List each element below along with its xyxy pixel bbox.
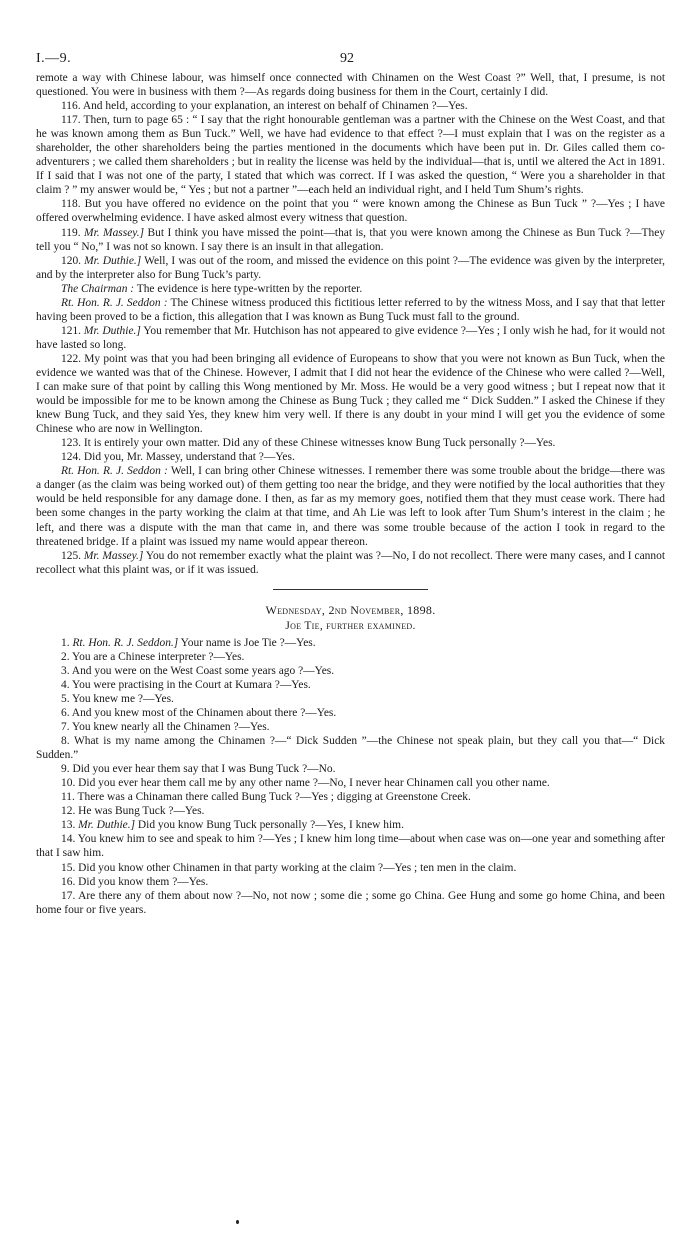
paragraph-text: 16. Did you know them ?—Yes.	[61, 875, 209, 888]
examination-question	[36, 790, 665, 804]
evidence-paragraph	[36, 296, 665, 324]
speaker-name: Rt. Hon. R. J. Seddon.]	[72, 636, 179, 649]
evidence-paragraph	[36, 226, 665, 254]
paragraph-text: 122. My point was that you had been bringing all evidence of Europeans to show that you were not known as Bun Tuck, when the evidence we wanted was that of the Chinese. However, I admit that I did not hear the evidence of the Chinese who were called ?—Well, I can make sure of that point by calling this Wong mentioned by Mr. Moss. He would be a very good witness ; but I repeat now that it would be impossible for me to be known among the Chinese as Bung Tuck ; they called me “ Dick Sudden.” I asked the Chinese if they knew Bung Tuck, and they said Yes, they knew him very well. If there is any doubt in your mind I will get you the evidence of some Chinese who are now in Wellington.	[36, 352, 665, 436]
paragraph-text: remote a way with Chinese labour, was himself once connected with Chinamen on the West Coast ?” Well, that, I presume, is not questioned. You were in business with them ?—As regards doing business for them in the Court, certainly I did.	[36, 72, 665, 99]
evidence-paragraph	[36, 197, 665, 225]
paragraph-text: 14. You knew him to see and speak to him ?—Yes ; I knew him long time—about when case was on—one year and something after that I saw him.	[36, 833, 665, 860]
examination-question	[36, 734, 665, 762]
question-number: 13.	[61, 819, 79, 832]
witness-heading: Joe Tie, further examined.	[285, 619, 416, 632]
speaker-name: Mr. Massey.]	[83, 549, 144, 562]
question-number: 120.	[61, 254, 85, 267]
paragraph-text: But I think you have missed the point—that is, that you were known among the Chinese as Bun Tuck ?—They tell you “ No,” I was not so known. I say there is an insult in that allegation.	[36, 226, 665, 253]
paragraph-text: Well, I was out of the room, and missed the evidence on this point ?—The evidence was given by the interpreter, and by the interpreter also for Bung Tuck’s party.	[36, 254, 666, 281]
paragraph-text: 116. And held, according to your explanation, an interest on behalf of Chinamen ?—Yes.	[61, 100, 468, 113]
evidence-paragraph	[36, 324, 665, 352]
evidence-paragraph	[36, 450, 665, 464]
paragraph-text: 2. You are a Chinese interpreter ?—Yes.	[61, 650, 245, 663]
question-number: 1.	[61, 636, 73, 649]
paragraph-text: 7. You knew nearly all the Chinamen ?—Yes.	[61, 721, 270, 734]
examination-question	[36, 720, 665, 734]
date-heading: Wednesday, 2nd November, 1898.	[265, 602, 436, 617]
paragraph-text: 12. He was Bung Tuck ?—Yes.	[61, 805, 205, 818]
paragraph-text: Your name is Joe Tie ?—Yes.	[178, 636, 316, 649]
evidence-paragraph	[36, 282, 665, 296]
speaker-name: Mr. Duthie.]	[78, 819, 136, 832]
evidence-paragraph	[36, 254, 665, 282]
examination-question	[36, 875, 665, 889]
evidence-section-2	[36, 636, 665, 917]
paragraph-text: You remember that Mr. Hutchison has not appeared to give evidence ?—Yes ; I only wish he had, for it would not have lasted so long.	[36, 324, 666, 351]
paragraph-text: 11. There was a Chinaman there called Bung Tuck ?—Yes ; digging at Greenstone Creek.	[61, 791, 471, 804]
paragraph-text: 118. But you have offered no evidence on the point that you “ were known among the Chinese as Bun Tuck ” ?—Yes ; I have offered overwhelming evidence. I have asked almost every witness that question.	[36, 198, 665, 225]
paragraph-text: 123. It is entirely your own matter. Did any of these Chinese witnesses know Bung Tuck personally ?—Yes.	[61, 437, 556, 450]
examination-question	[36, 706, 665, 720]
ink-speck	[236, 1220, 239, 1224]
question-number: 121.	[61, 324, 84, 337]
examination-question	[36, 636, 665, 650]
question-number: 125.	[61, 549, 84, 562]
paragraph-text: 8. What is my name among the Chinamen ?—“ Dick Sudden ”—the Chinese not speak plain, but they call you that—“ Dick Sudden.”	[36, 735, 665, 762]
section-divider	[273, 589, 428, 590]
speaker-name: Mr. Duthie.]	[84, 254, 142, 267]
evidence-paragraph	[36, 352, 665, 436]
page-reference: I.—9.	[36, 51, 72, 66]
evidence-paragraph	[36, 99, 665, 113]
paragraph-text: 15. Did you know other Chinamen in that party working at the claim ?—Yes ; ten men in the claim.	[61, 861, 517, 874]
examination-question	[36, 861, 665, 875]
speaker-name: Rt. Hon. R. J. Seddon :	[61, 465, 168, 478]
page-number: 92	[340, 51, 354, 66]
evidence-section-1	[36, 71, 665, 577]
evidence-paragraph	[36, 113, 665, 197]
evidence-paragraph	[36, 464, 665, 548]
examination-question	[36, 762, 665, 776]
speaker-name: The Chairman :	[61, 282, 135, 295]
paragraph-text: The evidence is here type-written by the reporter.	[134, 282, 363, 295]
paragraph-text: 117. Then, turn to page 65 : “ I say that the right honourable gentleman was a partner with the Chinese on the West Coast, and that he was known among them as Bun Tuck.” Well, we have had evidence to that effect ?—I must explain that I was on the register as a shareholder, the other shareholders being the parties mentioned in the documents which have been put in. Dr. Giles called them co-adventurers ; we called them shareholders ; but in reality the license was held by the individual—that is, until we altered the Act in 1891. If I said that I was not one of the party, I stated that which was correct. If I was asked the question, “ Were you a shareholder in that claim ? ” my answer would be, “ Yes ; but not a partner ”—each held an individual right, and I held Tum Shum’s rights.	[36, 114, 665, 197]
paragraph-text: 4. You were practising in the Court at Kumara ?—Yes.	[61, 678, 311, 691]
paragraph-text: You do not remember exactly what the plaint was ?—No, I do not recollect. There were many cases, and I cannot recollect what this plaint was, or if it was issued.	[36, 549, 665, 576]
evidence-paragraph	[36, 436, 665, 450]
paragraph-text: 124. Did you, Mr. Massey, understand that ?—Yes.	[61, 451, 295, 464]
question-number: 119.	[61, 226, 85, 239]
examination-question	[36, 804, 665, 818]
paragraph-text: Well, I can bring other Chinese witnesses. I remember there was some trouble about the bridge—there was a danger (as the claim was being worked out) of them getting too near the bridge, and they were notified by the local authorities that they would be held responsible for any damage done. I then, as far as my memory goes, notified them that they must cease work. There had been some changes in the party working the claim at that time, and Ah Lie was left to look after Tum Shum’s interest in the claim ; he left, and there was a dispute with the man that came in, and there was some trouble because of the action I took in regard to the threatened bridge. If a plaint was issued my name would appear thereon.	[36, 465, 666, 548]
paragraph-text: 5. You knew me ?—Yes.	[61, 692, 174, 705]
examination-question	[36, 650, 665, 664]
examination-question	[36, 889, 665, 917]
speaker-name: Mr. Massey.]	[84, 226, 145, 239]
examination-question	[36, 818, 665, 832]
paragraph-text: Did you know Bung Tuck personally ?—Yes, I knew him.	[135, 819, 404, 832]
paragraph-text: 3. And you were on the West Coast some years ago ?—Yes.	[61, 664, 335, 677]
evidence-paragraph	[36, 549, 665, 577]
paragraph-text: 10. Did you ever hear them call me by any other name ?—No, I never hear Chinamen call you other name.	[61, 777, 550, 790]
paragraph-text: 6. And you knew most of the Chinamen about there ?—Yes.	[61, 707, 337, 720]
speaker-name: Mr. Duthie.]	[83, 324, 141, 337]
examination-question	[36, 832, 665, 860]
paragraph-text: 9. Did you ever hear them say that I was Bung Tuck ?—No.	[61, 763, 336, 776]
paragraph-text: The Chinese witness produced this fictitious letter referred to by the witness Moss, and I say that that letter having been proved to be a fiction, this allegation that I was known as Bung Tuck must fall to the ground.	[36, 296, 665, 323]
examination-question	[36, 678, 665, 692]
evidence-paragraph	[36, 71, 665, 99]
examination-question	[36, 776, 665, 790]
paragraph-text: 17. Are there any of them about now ?—No, not now ; some die ; some go China. Gee Hung and some go home China, and been home four or five years.	[36, 889, 665, 916]
page-body	[36, 71, 665, 917]
speaker-name: Rt. Hon. R. J. Seddon :	[61, 296, 168, 309]
examination-question	[36, 664, 665, 678]
examination-question	[36, 692, 665, 706]
